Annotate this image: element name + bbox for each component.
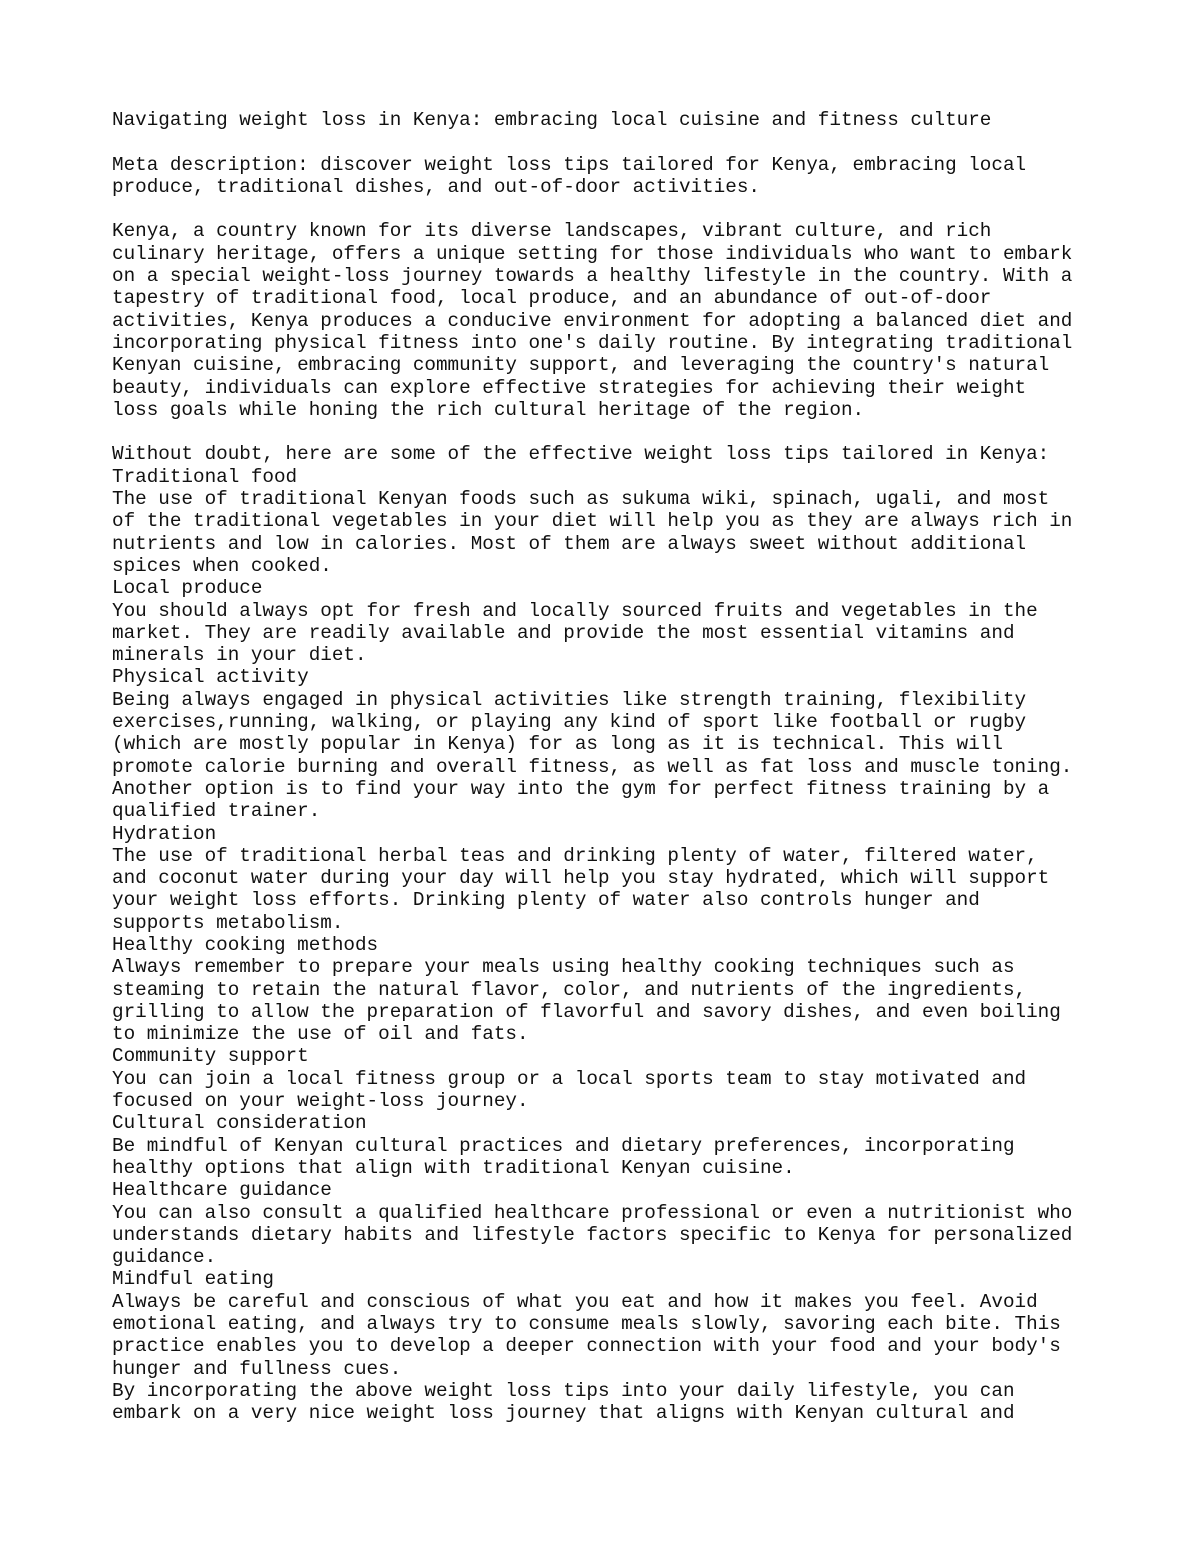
paragraph-gap xyxy=(112,198,1112,220)
section-body-line: You should always opt for fresh and locally sourced fruits and vegetables in the xyxy=(112,599,1038,622)
intro-paragraph xyxy=(112,220,1112,421)
section-heading-line: Local produce xyxy=(112,577,263,600)
paragraph-gap xyxy=(112,421,1112,443)
section-body xyxy=(112,956,1112,1045)
conclusion-line: embark on a very nice weight loss journey that aligns with Kenyan cultural and xyxy=(112,1402,1015,1425)
section-body-line: of the traditional vegetables in your diet will help you as they are always rich in xyxy=(112,510,1073,533)
meta-description xyxy=(112,154,1112,199)
section-body-line: The use of traditional Kenyan foods such as sukuma wiki, spinach, ugali, and most xyxy=(112,488,1050,511)
intro-paragraph-line: on a special weight-loss journey towards a healthy lifestyle in the country. With a xyxy=(112,265,1073,288)
intro-paragraph-line: tapestry of traditional food, local produce, and an abundance of out-of-door xyxy=(112,287,992,310)
section-heading-line: Traditional food xyxy=(112,465,298,488)
paragraph-gap xyxy=(112,131,1112,153)
section-body-line: hunger and fullness cues. xyxy=(112,1357,402,1380)
section-heading-line: Healthcare guidance xyxy=(112,1179,332,1202)
section-body-line: promote calorie burning and overall fitness, as well as fat loss and muscle toning. xyxy=(112,755,1073,778)
section-body xyxy=(112,1135,1112,1180)
section-body-line: You can join a local fitness group or a local sports team to stay motivated and xyxy=(112,1067,1027,1090)
tips-intro xyxy=(112,443,1112,465)
tips-intro-line: Without doubt, here are some of the effective weight loss tips tailored in Kenya: xyxy=(112,443,1050,466)
section-heading xyxy=(112,1112,1112,1134)
section-heading xyxy=(112,1179,1112,1201)
section-body xyxy=(112,600,1112,667)
section-body xyxy=(112,1202,1112,1269)
document-page xyxy=(112,109,1112,1425)
section-heading-line: Physical activity xyxy=(112,666,309,689)
section-body xyxy=(112,689,1112,823)
title-line: Navigating weight loss in Kenya: embracing local cuisine and fitness culture xyxy=(112,109,992,131)
section-body-line: (which are mostly popular in Kenya) for as long as it is technical. This will xyxy=(112,733,1003,756)
section-body-line: emotional eating, and always try to consume meals slowly, savoring each bite. This xyxy=(112,1313,1061,1336)
section-body-line: Another option is to find your way into the gym for perfect fitness training by a xyxy=(112,777,1050,800)
section-body-line: Always remember to prepare your meals using healthy cooking techniques such as xyxy=(112,956,1015,979)
intro-paragraph-line: activities, Kenya produces a conducive environment for adopting a balanced diet and xyxy=(112,309,1073,332)
section-heading-line: Healthy cooking methods xyxy=(112,933,379,956)
intro-paragraph-line: loss goals while honing the rich cultural heritage of the region. xyxy=(112,398,865,421)
conclusion-line: By incorporating the above weight loss tips into your daily lifestyle, you can xyxy=(112,1379,1015,1402)
section-body-line: steaming to retain the natural flavor, color, and nutrients of the ingredients, xyxy=(112,978,1027,1001)
conclusion xyxy=(112,1380,1112,1425)
section-heading-line: Cultural consideration xyxy=(112,1112,367,1135)
section-heading-line: Hydration xyxy=(112,822,217,845)
section-heading xyxy=(112,1045,1112,1067)
section-body-line: minerals in your diet. xyxy=(112,644,367,667)
section-body-line: exercises,running, walking, or playing any kind of sport like football or rugby xyxy=(112,711,1027,734)
meta-description-line: Meta description: discover weight loss tips tailored for Kenya, embracing local xyxy=(112,153,1027,176)
section-heading xyxy=(112,577,1112,599)
section-body-line: qualified trainer. xyxy=(112,800,321,823)
intro-paragraph-line: beauty, individuals can explore effective strategies for achieving their weight xyxy=(112,376,1027,399)
section-body-line: The use of traditional herbal teas and drinking plenty of water, filtered water, xyxy=(112,844,1038,867)
section-body-line: market. They are readily available and provide the most essential vitamins and xyxy=(112,621,1015,644)
section-body xyxy=(112,1291,1112,1380)
section-body-line: understands dietary habits and lifestyle factors specific to Kenya for personalized xyxy=(112,1223,1073,1246)
section-heading xyxy=(112,666,1112,688)
section-heading xyxy=(112,823,1112,845)
section-heading-line: Community support xyxy=(112,1045,309,1068)
section-body-line: practice enables you to develop a deeper connection with your food and your body's xyxy=(112,1335,1061,1358)
section-body-line: Being always engaged in physical activities like strength training, flexibility xyxy=(112,688,1027,711)
section-heading-line: Mindful eating xyxy=(112,1268,274,1291)
section-body-line: grilling to allow the preparation of flavorful and savory dishes, and even boiling xyxy=(112,1000,1061,1023)
section-heading xyxy=(112,466,1112,488)
intro-paragraph-line: culinary heritage, offers a unique setting for those individuals who want to embark xyxy=(112,242,1073,265)
section-body-line: nutrients and low in calories. Most of them are always sweet without additional xyxy=(112,532,1027,555)
section-body-line: You can also consult a qualified healthcare professional or even a nutritionist who xyxy=(112,1201,1073,1224)
section-body-line: guidance. xyxy=(112,1246,217,1269)
section-body xyxy=(112,488,1112,577)
section-body-line: spices when cooked. xyxy=(112,554,332,577)
section-body-line: focused on your weight-loss journey. xyxy=(112,1090,529,1113)
section-body xyxy=(112,845,1112,934)
section-body xyxy=(112,1068,1112,1113)
intro-paragraph-line: Kenyan cuisine, embracing community support, and leveraging the country's natural xyxy=(112,354,1050,377)
section-body-line: to minimize the use of oil and fats. xyxy=(112,1023,529,1046)
section-body-line: and coconut water during your day will help you stay hydrated, which will support xyxy=(112,867,1050,890)
section-body-line: healthy options that align with traditional Kenyan cuisine. xyxy=(112,1156,795,1179)
meta-description-line: produce, traditional dishes, and out-of-door activities. xyxy=(112,175,760,198)
section-body-line: your weight loss efforts. Drinking plenty of water also controls hunger and xyxy=(112,889,980,912)
section-body-line: supports metabolism. xyxy=(112,911,344,934)
section-body-line: Always be careful and conscious of what you eat and how it makes you feel. Avoid xyxy=(112,1290,1038,1313)
section-heading xyxy=(112,1268,1112,1290)
section-heading xyxy=(112,934,1112,956)
section-body-line: Be mindful of Kenyan cultural practices and dietary preferences, incorporating xyxy=(112,1134,1015,1157)
title xyxy=(112,109,1112,131)
intro-paragraph-line: incorporating physical fitness into one's daily routine. By integrating traditional xyxy=(112,331,1073,354)
intro-paragraph-line: Kenya, a country known for its diverse landscapes, vibrant culture, and rich xyxy=(112,220,992,243)
